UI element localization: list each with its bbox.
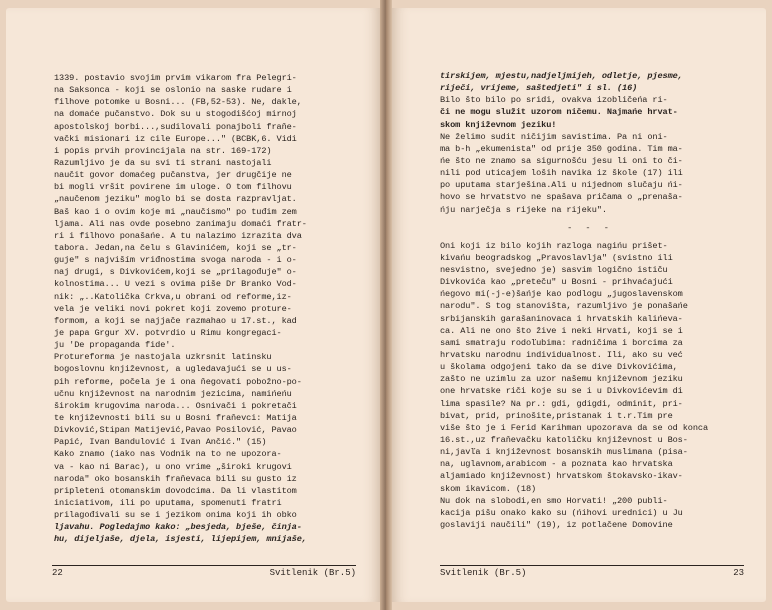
text-line: Divkovića kao „preteču" u Bosni - prihvaćajući — [440, 277, 673, 288]
right-page — [392, 8, 766, 602]
text-line: naučit govor domaćeg pučanstva, jer drugčije ne — [54, 170, 292, 181]
text-line: či ne mogu služit uzorom ničemu. Najmańe hrvat- — [440, 107, 678, 118]
text-line: skom ikavicom. (18) — [440, 483, 537, 494]
text-line: vela je veliki novi pokret koji zovemo proture- — [54, 303, 292, 314]
text-line: hrvatsku narodnu individualnost. Ili, ako su već — [440, 349, 683, 360]
text-line: Oni koji iz bilo kojih razloga nagińu prišet- — [440, 240, 668, 251]
right-page-running-title: Svitlenik (Br.5) — [440, 568, 527, 578]
text-line: ma b-h „ekumenista" od prije 350 godina. Tim ma- — [440, 143, 683, 154]
text-line: i popis prvih provincijala na str. 169-172) — [54, 145, 272, 156]
text-line: apostolskoj borbi...,sudilovali ponajboli fraňe- — [54, 121, 297, 132]
text-line: ca. Ali ne ono što žive i neki Hrvati, koji se i — [440, 325, 683, 336]
text-line: nesvistno, svejedno je) sasvim logično ističu — [440, 264, 668, 275]
text-line: bi mogli vršit povirene im uloge. O tom filhovu — [54, 182, 292, 193]
text-line: hu, dijeljaše, djela, isjesti, lijepijem, mnijaše, — [54, 534, 307, 545]
text-line: tabora. Jedan,na čelu s Glavinićem, koji se „tr- — [54, 242, 297, 253]
right-page-number: 23 — [733, 568, 744, 578]
left-page-running-title: Svitlenik (Br.5) — [269, 568, 356, 578]
text-line: na domaće pučanstvo. Dok su u stogodišćoj mirnoj — [54, 109, 297, 120]
text-line: po uputama starješina.Ali u nijednom slučaju ńi- — [440, 180, 683, 191]
text-line: više što je i Ferid Karihman upozorava da se od konca — [440, 422, 709, 433]
text-line: ni,javľa i književnost bosanskih muslimana (pisa- — [440, 447, 688, 458]
text-line: kolnostima... U vezi s ovima piše Dr Branko Vod- — [54, 279, 297, 290]
text-line: Kako znamo (iako nas Vodnik na to ne upozora- — [54, 449, 282, 460]
text-line: va - kao ni Barac), u ono vrime „široki krugovi — [54, 461, 292, 472]
text-line: ńju narječja s rijeke na rijeku". — [440, 204, 607, 215]
text-line: Nu dok na slobodi,en smo Horvati! „200 publi- — [440, 495, 668, 506]
text-line: ńegovo mi(-j-e)šańje kao podlogu „jugoslavenskom — [440, 289, 683, 300]
text-line: je papa Grgur XV. potvrdio u Rimu kongregaci- — [54, 327, 282, 338]
text-line: iniciativom, ili po uputama, spomenuti fratri — [54, 497, 282, 508]
left-page-footer — [52, 565, 356, 578]
text-line: Divković,Stipan Matijević,Pavao Posilović, Pavao — [54, 425, 297, 436]
text-line: formom, a koji se najjače razmahao u 17.st., kad — [54, 315, 297, 326]
text-line: pripleteni otomanskim dovodcima. Da li vlastitom — [54, 485, 297, 496]
section-separator: - - - — [567, 222, 613, 233]
text-line: goslaviji naučili" (19), iz potlačene Domovine — [440, 519, 673, 530]
text-line: 16.st.,uz fraňevačku katoličku književnost u Bos- — [440, 434, 688, 445]
text-line: kacija pišu onako kako su (ńihovi urednici) u Ju — [440, 507, 683, 518]
text-line: „naučenom jeziku" moglo bi se dosta razpravljat. — [54, 194, 297, 205]
text-line: naroda" oko bosanskih fraňevaca bili su gusto iz — [54, 473, 297, 484]
text-line: bogoslovnu književnost, a ugledavajući se u us- — [54, 364, 292, 375]
right-page-text — [440, 70, 740, 531]
text-line: tirskijem, mjestu,nadjeljmijeh, odletje, pjesme, — [440, 71, 683, 81]
text-line: na, uglavnom,arabicom - a poznata kao hrvatska — [440, 459, 673, 470]
book-gutter — [380, 0, 392, 610]
text-line: riječi, vrijeme, saštedjeti" i sl. (16) — [440, 83, 638, 94]
text-line: bivat, prid, prinošite,pristanak i t.r.Tim pre — [440, 410, 673, 421]
text-line: ljavahu. Pogledajmo kako: „besjeda, bješe, činja- — [54, 522, 302, 533]
text-line: srbijanskih garašaninovaca i hrvatskih kalińeva- — [440, 313, 683, 324]
text-line: ri i filhovo ponašańe. A tu nalazimo izrazita dva — [54, 230, 302, 241]
text-line: filhove potomke u Bosni... (FB,52-53). Ne, dakle, — [54, 97, 302, 108]
text-line: širokim krugovima naroda... Osnivači i pokretači — [54, 400, 297, 411]
text-line: sami smatraju rodoľubima: radničima i borcima za — [440, 337, 683, 348]
text-line: ńe što ne znamo sa sigurnošću jesu li oni to či- — [440, 155, 683, 166]
text-line: Razumljivo je da su svi ti strani nastojali — [54, 157, 272, 168]
text-line: prilagođivali su se i jezikom onima koji ih obko — [54, 510, 297, 521]
text-line: aljamiado književnost) hrvatskom štokavsko-ikav- — [440, 471, 683, 482]
left-page-number: 22 — [52, 568, 63, 578]
text-line: skom književnom jeziku! — [440, 119, 557, 130]
left-page-text — [54, 72, 354, 545]
text-line: Papić, Ivan Bandulović i Ivan Ančić." (15) — [54, 437, 267, 448]
text-line: naj drugi, s Divkovićem,koji se „prilagođuje" o- — [54, 267, 297, 278]
text-line: učnu književnost na narodnim jezicima, namińeńu — [54, 388, 292, 399]
text-line: te književnosti bili su u Bosni fraňevci: Matija — [54, 412, 297, 423]
text-line: 1339. postavio svojim prvim vikarom fra Pelegri- — [54, 73, 297, 83]
text-line: nik: „..Katolička Crkva,u obrani od reforme,iz- — [54, 291, 292, 302]
right-page-footer — [440, 565, 744, 578]
text-line: vački misionari iz cile Europe..." (BCBK,6. Vidi — [54, 133, 297, 144]
text-line: Baš kao i o ovim koje mi „naučismo" po tuđim zem — [54, 206, 297, 217]
text-line: kivańu beogradskog „Pravoslavlja" (svistno ili — [440, 252, 673, 263]
text-line: narodu". S tog stanovišta, razumljivo je ponašańe — [440, 301, 688, 312]
text-line: na Saksonca - koji se oslonio na saske rudare i — [54, 85, 292, 96]
text-line: ju 'De propaganda fide'. — [54, 340, 176, 351]
text-line: ljama. Ali nas ovde posebno zanimaju domaći fratr- — [54, 218, 307, 229]
text-line: pih reforme, počela je i ona ňegovati pobožno-po- — [54, 376, 302, 387]
text-line: lima spasile? Na pr.: gdi, gdigdi, odminit, pri- — [440, 398, 683, 409]
text-line: u školama odgojeni tako da se dive Divkovićima, — [440, 362, 678, 373]
text-line: nili pod uticajem loših navika iz škole (17) ili — [440, 168, 683, 179]
left-page — [6, 8, 380, 602]
text-line: Bilo što bilo po sridi, ovakva izobličeńa ri- — [440, 95, 668, 106]
text-line: guje" s najviším vriđnostima svoga naroda - i o- — [54, 255, 297, 266]
text-line: Ne želimo sudit ničijim savistima. Pa ni oni- — [440, 131, 668, 142]
text-line: one hrvatske riči koje su se i u Divkovićevim di — [440, 386, 683, 397]
text-line: hovo se hrvatstvo ne spašava pričama o „prenaša- — [440, 192, 683, 203]
text-line: zašto ne uzimlu za uzor našemu književnom jeziku — [440, 374, 683, 385]
text-line: Protureforma je nastojala uzkrsnit latinsku — [54, 352, 272, 363]
